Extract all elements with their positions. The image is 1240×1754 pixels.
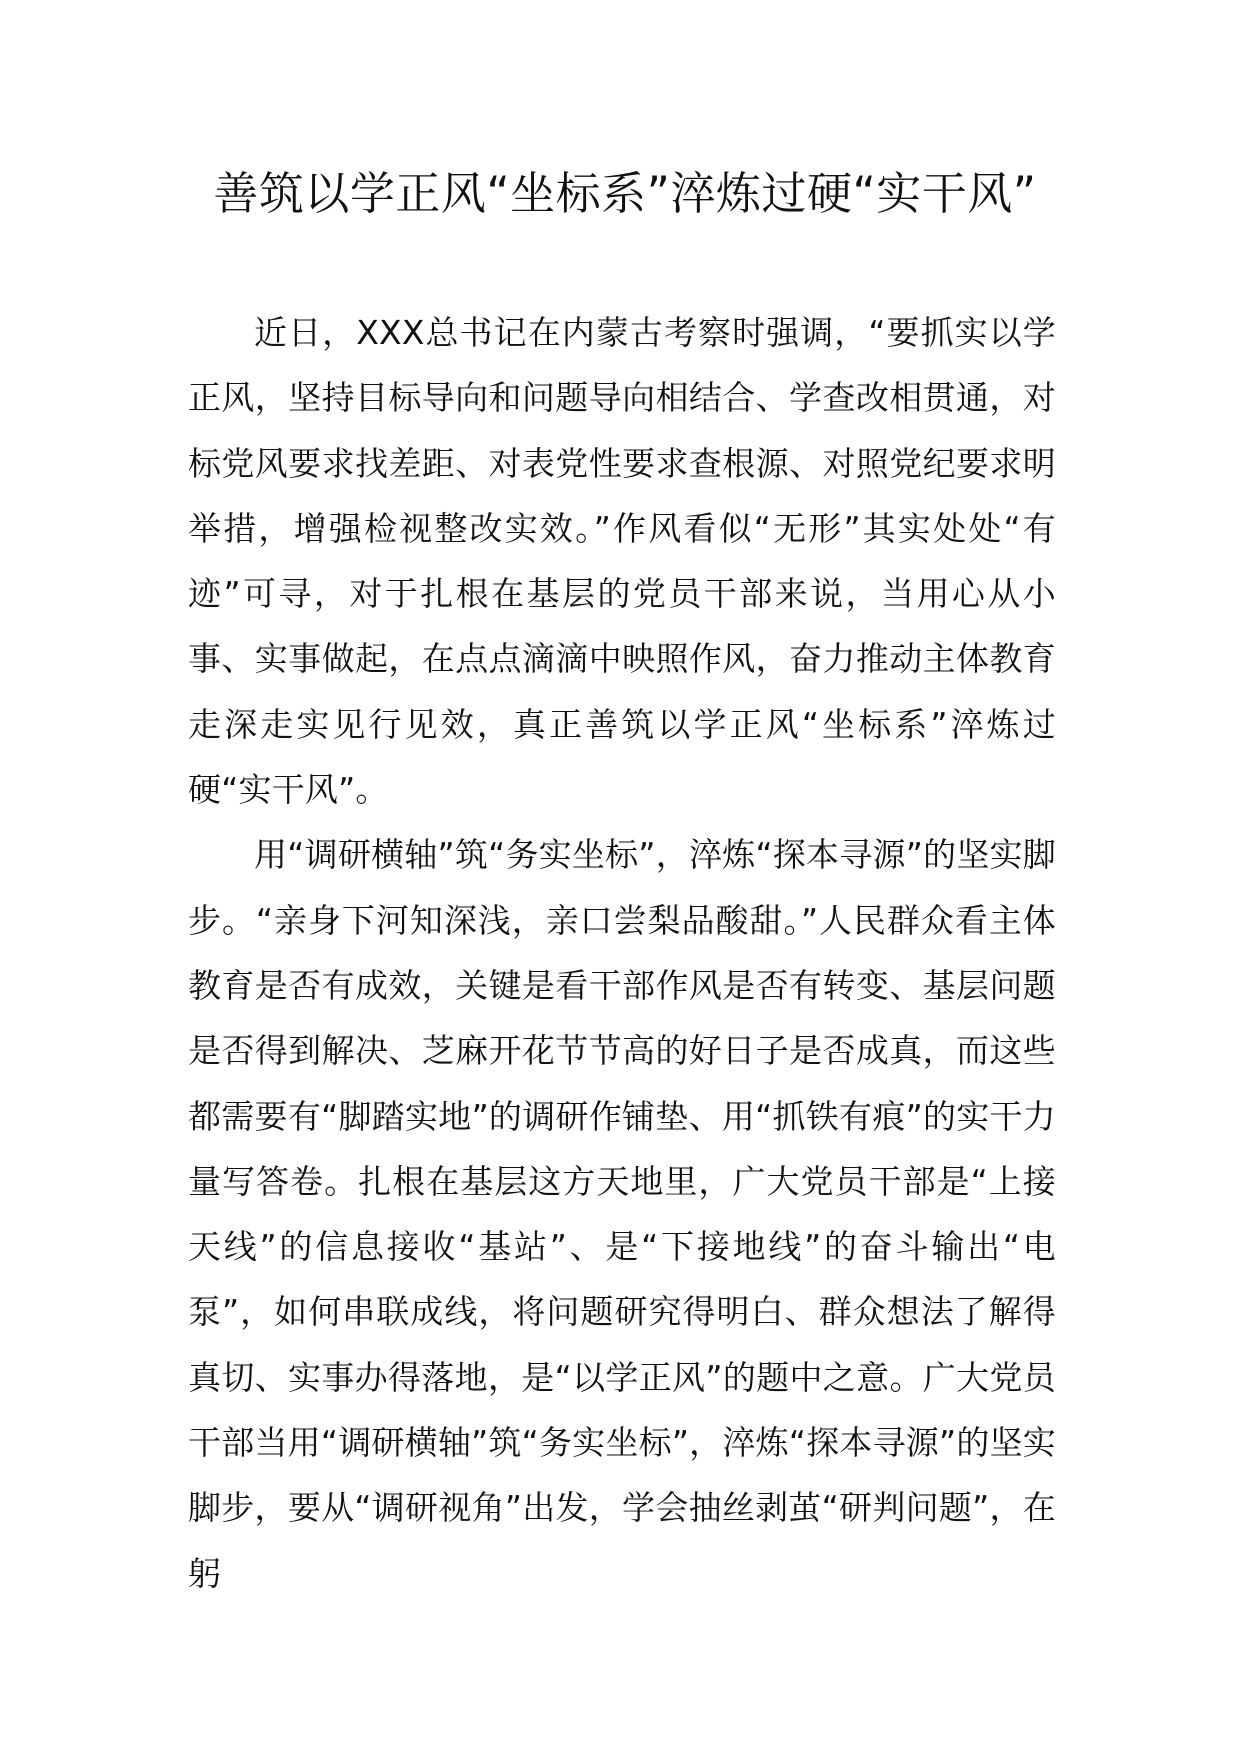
document-title: 善筑以学正风“坐标系”淬炼过硬“实干风” — [213, 167, 1037, 220]
document-body — [188, 300, 1056, 1606]
paragraph: 近日，XXX总书记在内蒙古考察时强调，“要抓实以学正风，坚持目标导向和问题导向相结合、学查改相贯通，对标党风要求找差距、对表党性要求查根源、对照党纪要求明举措，增强检视整改实效。”作风看似“无形”其实处处“有迹”可寻，对于扎根在基层的党员干部来说，当用心从小事、实事做起，在点点滴滴中映照作风，奋力推动主体教育走深走实见行见效，真正善筑以学正风“坐标系”淬炼过硬“实干风”。 — [188, 313, 1056, 810]
paragraph: 用“调研横轴”筑“务实坐标”，淬炼“探本寻源”的坚实脚步。“亲身下河知深浅，亲口尝梨品酸甜。”人民群众看主体教育是否有成效，关键是看干部作风是否有转变、基层问题是否得到解决、芝麻开花节节高的好日子是否成真，而这些都需要有“脚踏实地”的调研作铺垫、用“抓铁有痕”的实干力量写答卷。扎根在基层这方天地里，广大党员干部是“上接天线”的信息接收“基站”、是“下接地线”的奋斗输出“电泵”，如何串联成线，将问题研究得明白、群众想法了解得真切、实事办得落地，是“以学正风”的题中之意。广大党员干部当用“调研横轴”筑“务实坐标”，淬炼“探本寻源”的坚实脚步，要从“调研视角”出发，学会抽丝剥茧“研判问题”，在躬 — [188, 835, 1056, 1593]
